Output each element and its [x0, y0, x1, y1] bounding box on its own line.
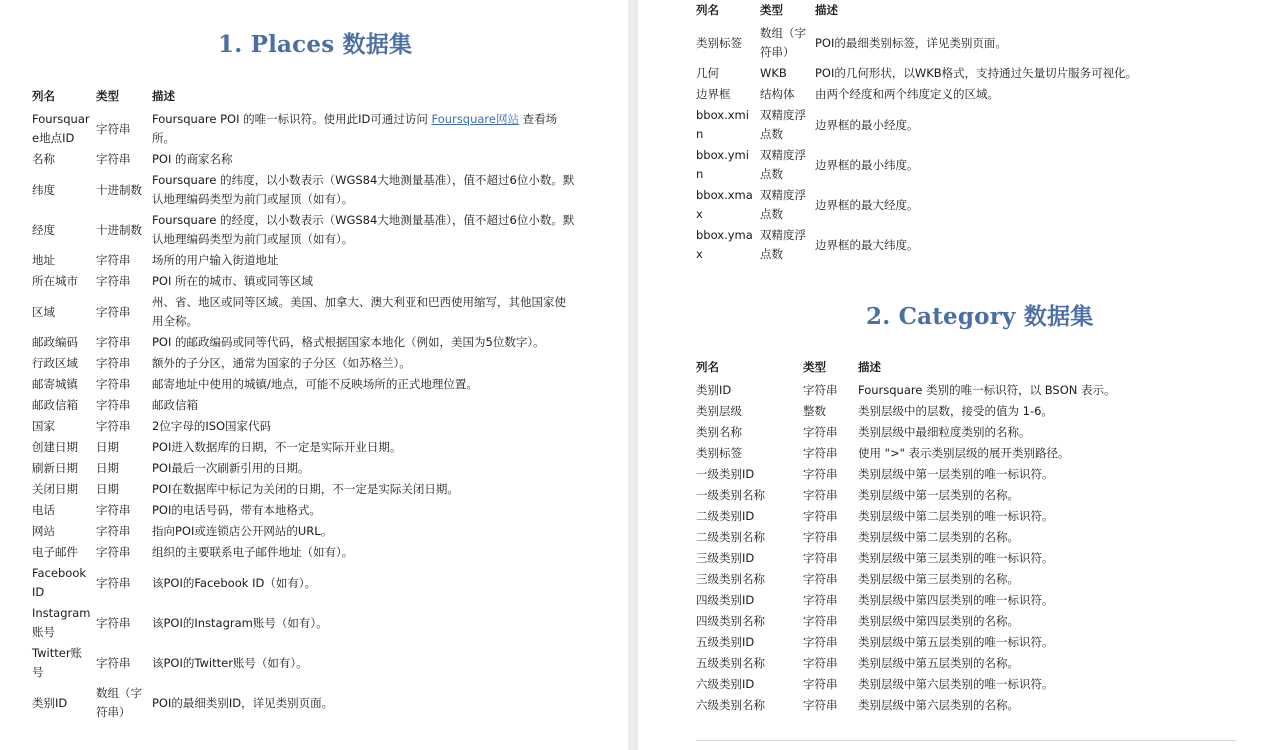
table-row	[696, 464, 1156, 485]
type-cell: 字符串	[96, 356, 131, 370]
column-name-cell: 类别ID	[696, 383, 732, 397]
category-section-title: 2. Category 数据集	[866, 303, 1094, 330]
column-name-cell: 邮寄城镇	[32, 377, 78, 391]
type-cell: 字符串	[96, 419, 131, 433]
description-cell: 类别层级中第二层类别的名称。	[858, 530, 1019, 544]
table-row	[32, 416, 577, 437]
table-row	[32, 210, 577, 250]
description-cell: POI的几何形状，以WKB格式，支持通过矢量切片服务可视化。	[815, 66, 1138, 80]
type-cell: 字符串	[803, 677, 838, 691]
column-name-cell: Instagram账号	[32, 606, 91, 639]
category-table	[696, 357, 1156, 716]
description-cell: 邮政信箱	[152, 398, 198, 412]
column-header: 类型	[96, 89, 119, 103]
type-cell: 字符串	[96, 615, 131, 630]
description-cell: POI的最细类别标签，详见类别页面。	[815, 35, 1007, 50]
description-cell: 使用 ">" 表示类别层级的展开类别路径。	[858, 446, 1070, 460]
table-row	[696, 401, 1156, 422]
column-name-cell: 类别层级	[696, 404, 742, 418]
description-cell: 类别层级中第四层类别的名称。	[858, 614, 1019, 628]
table-row	[696, 23, 1166, 63]
type-cell: WKB	[760, 66, 787, 80]
table-row	[32, 563, 577, 603]
type-cell: 字符串	[803, 614, 838, 628]
description-cell: POI在数据库中标记为关闭的日期，不一定是实际关闭日期。	[152, 482, 459, 496]
table-row	[32, 603, 577, 643]
type-cell: 数组（字符串）	[96, 686, 142, 719]
column-name-cell: 关闭日期	[32, 482, 78, 496]
table-row	[696, 63, 1166, 84]
column-name-cell: 地址	[32, 253, 55, 267]
table-row	[32, 109, 577, 149]
column-name-cell: 创建日期	[32, 440, 78, 454]
right-page	[638, 0, 1272, 750]
table-header-row	[32, 86, 577, 109]
description-cell: 类别层级中第三层类别的唯一标识符。	[858, 551, 1054, 565]
description-cell: 类别层级中第一层类别的唯一标识符。	[858, 467, 1054, 481]
type-cell: 字符串	[96, 398, 131, 412]
column-name-cell: 电子邮件	[32, 545, 78, 559]
type-cell: 字符串	[803, 425, 838, 439]
column-name-cell: 所在城市	[32, 274, 78, 288]
column-name-cell: 四级类别名称	[696, 614, 765, 628]
description-cell: POI 的邮政编码或同等代码，格式根据国家本地化（例如，美国为5位数字）。	[152, 335, 545, 349]
column-header: 列名	[696, 360, 719, 374]
type-cell: 字符串	[96, 274, 131, 288]
column-name-cell: 二级类别ID	[696, 509, 755, 523]
description-cell: POI进入数据库的日期，不一定是实际开业日期。	[152, 440, 402, 454]
column-name-cell: 一级类别名称	[696, 488, 765, 502]
type-cell: 数组（字符串）	[760, 26, 806, 59]
description-cell: 州、省、地区或同等区域。美国、加拿大、澳大利亚和巴西使用缩写，其他国家使用全称。	[152, 295, 566, 328]
column-name-cell: Facebook ID	[32, 566, 87, 599]
table-row	[32, 332, 577, 353]
description-cell: 类别层级中第六层类别的唯一标识符。	[858, 677, 1054, 691]
description-cell: POI的最细类别ID，详见类别页面。	[152, 695, 334, 710]
table-row	[32, 542, 577, 563]
description-cell: 该POI的Twitter账号（如有）。	[152, 655, 308, 670]
type-cell: 字符串	[803, 593, 838, 607]
description-cell: 类别层级中第五层类别的名称。	[858, 656, 1019, 670]
table-row	[32, 479, 577, 500]
type-cell: 字符串	[803, 383, 838, 397]
description-cell: POI 所在的城市、镇或同等区域	[152, 274, 314, 288]
type-cell: 整数	[803, 404, 826, 418]
column-name-cell: 三级类别名称	[696, 572, 765, 586]
description-cell: 类别层级中第三层类别的名称。	[858, 572, 1019, 586]
type-cell: 双精度浮点数	[760, 108, 806, 141]
left-page	[0, 0, 628, 750]
type-cell: 字符串	[803, 446, 838, 460]
column-name-cell: 二级类别名称	[696, 530, 765, 544]
column-name-cell: 经度	[32, 222, 55, 237]
table-row	[696, 485, 1156, 506]
column-name-cell: 国家	[32, 419, 55, 433]
description-cell: POI的电话号码，带有本地格式。	[152, 503, 321, 517]
type-cell: 日期	[96, 461, 119, 475]
places-section-title: 1. Places 数据集	[218, 31, 413, 58]
type-cell: 字符串	[803, 488, 838, 502]
description-cell: 类别层级中第五层类别的唯一标识符。	[858, 635, 1054, 649]
table-row	[696, 443, 1156, 464]
type-cell: 字符串	[96, 524, 131, 538]
column-name-cell: bbox.ymin	[696, 148, 749, 181]
foursquare-website-link[interactable]: Foursquare网站	[431, 112, 519, 126]
table-header-row	[696, 0, 1166, 23]
description-text: Foursquare POI 的唯一标识符。使用此ID可通过访问	[152, 112, 432, 126]
places-table-continued	[696, 0, 1166, 265]
column-header: 描述	[815, 3, 838, 17]
column-name-cell: 几何	[696, 66, 719, 80]
table-row	[696, 506, 1156, 527]
description-cell: 边界框的最大经度。	[815, 197, 919, 212]
table-row	[32, 643, 577, 683]
type-cell: 十进制数	[96, 222, 142, 237]
table-row	[32, 458, 577, 479]
table-row	[696, 548, 1156, 569]
table-row	[32, 395, 577, 416]
column-name-cell: 六级类别名称	[696, 698, 765, 712]
description-cell: 类别层级中第一层类别的名称。	[858, 488, 1019, 502]
column-name-cell: 邮政信箱	[32, 398, 78, 412]
type-cell: 双精度浮点数	[760, 188, 806, 221]
description-cell: 2位字母的ISO国家代码	[152, 419, 272, 433]
type-cell: 字符串	[803, 572, 838, 586]
column-name-cell: 类别名称	[696, 425, 742, 439]
column-name-cell: 区域	[32, 304, 55, 319]
column-name-cell: 五级类别名称	[696, 656, 765, 670]
type-cell: 字符串	[96, 655, 131, 670]
column-name-cell: 类别ID	[32, 695, 68, 710]
description-cell: 类别层级中第四层类别的唯一标识符。	[858, 593, 1054, 607]
description-cell: Foursquare 的经度，以小数表示（WGS84大地测量基准），值不超过6位小数。默认地理编码类型为前门或屋顶（如有）。	[152, 213, 575, 246]
table-row	[696, 84, 1166, 105]
places-table	[32, 86, 577, 723]
description-cell: 类别层级中最细粒度类别的名称。	[858, 425, 1031, 439]
description-cell: Foursquare 类别的唯一标识符，以 BSON 表示。	[858, 383, 1116, 397]
type-cell: 双精度浮点数	[760, 228, 806, 261]
table-row	[32, 437, 577, 458]
column-name-cell: 邮政编码	[32, 335, 78, 349]
description-cell: 类别层级中第二层类别的唯一标识符。	[858, 509, 1054, 523]
description-cell: Foursquare 的纬度，以小数表示（WGS84大地测量基准），值不超过6位小数。默认地理编码类型为前门或屋顶（如有）。	[152, 173, 575, 206]
table-row	[32, 292, 577, 332]
column-name-cell: Foursquare地点ID	[32, 112, 90, 145]
description-cell: 额外的子分区，通常为国家的子分区（如苏格兰）。	[152, 356, 411, 370]
table-row	[696, 653, 1156, 674]
table-row	[32, 374, 577, 395]
column-header: 类型	[760, 3, 783, 17]
type-cell: 日期	[96, 440, 119, 454]
column-name-cell: bbox.xmin	[696, 108, 749, 141]
type-cell: 字符串	[803, 467, 838, 481]
description-cell: 类别层级中第六层类别的名称。	[858, 698, 1019, 712]
description-cell: 该POI的Instagram账号（如有）。	[152, 615, 328, 630]
column-name-cell: 类别标签	[696, 446, 742, 460]
description-cell: 类别层级中的层数，接受的值为 1-6。	[858, 404, 1053, 418]
column-name-cell: Twitter账号	[32, 646, 83, 679]
table-row	[696, 422, 1156, 443]
table-header-row	[696, 357, 1156, 380]
column-name-cell: 一级类别ID	[696, 467, 755, 481]
table-row	[696, 225, 1166, 265]
page-divider	[696, 740, 1236, 741]
column-name-cell: 类别标签	[696, 35, 742, 50]
description-cell: 该POI的Facebook ID（如有）。	[152, 575, 317, 590]
column-header: 描述	[858, 360, 881, 374]
column-name-cell: 四级类别ID	[696, 593, 755, 607]
table-row	[32, 353, 577, 374]
table-row	[696, 569, 1156, 590]
table-row	[696, 145, 1166, 185]
column-header: 描述	[152, 89, 175, 103]
column-name-cell: bbox.ymax	[696, 228, 753, 261]
column-name-cell: 行政区域	[32, 356, 78, 370]
table-row	[32, 521, 577, 542]
column-name-cell: 刷新日期	[32, 461, 78, 475]
column-header: 列名	[696, 3, 719, 17]
description-cell: 边界框的最大纬度。	[815, 237, 919, 252]
description-cell: POI 的商家名称	[152, 152, 233, 166]
type-cell: 字符串	[96, 121, 131, 136]
column-name-cell: 名称	[32, 152, 55, 166]
type-cell: 字符串	[96, 377, 131, 391]
column-name-cell: 电话	[32, 503, 55, 517]
type-cell: 结构体	[760, 87, 795, 101]
type-cell: 十进制数	[96, 182, 142, 197]
description-cell: 由两个经度和两个纬度定义的区域。	[815, 87, 999, 101]
type-cell: 字符串	[803, 551, 838, 565]
table-row	[32, 500, 577, 521]
type-cell: 字符串	[803, 635, 838, 649]
table-row	[696, 632, 1156, 653]
column-name-cell: 网站	[32, 524, 55, 538]
type-cell: 字符串	[803, 698, 838, 712]
column-header: 类型	[803, 360, 826, 374]
type-cell: 字符串	[96, 575, 131, 590]
table-row	[32, 170, 577, 210]
description-cell: 边界框的最小纬度。	[815, 157, 919, 172]
type-cell: 双精度浮点数	[760, 148, 806, 181]
table-row	[32, 250, 577, 271]
table-row	[696, 674, 1156, 695]
table-row	[696, 590, 1156, 611]
type-cell: 字符串	[96, 304, 131, 319]
table-row	[32, 683, 577, 723]
column-name-cell: 边界框	[696, 87, 731, 101]
table-row	[32, 271, 577, 292]
description-cell: POI最后一次刷新引用的日期。	[152, 461, 310, 475]
description-cell: 邮寄地址中使用的城镇/地点，可能不反映场所的正式地理位置。	[152, 377, 478, 391]
column-name-cell: bbox.xmax	[696, 188, 753, 221]
description-cell	[152, 109, 577, 149]
column-name-cell: 纬度	[32, 182, 55, 197]
table-row	[696, 185, 1166, 225]
type-cell: 字符串	[803, 530, 838, 544]
type-cell: 字符串	[803, 509, 838, 523]
type-cell: 字符串	[96, 152, 131, 166]
type-cell: 字符串	[96, 503, 131, 517]
type-cell: 字符串	[96, 335, 131, 349]
column-name-cell: 五级类别ID	[696, 635, 755, 649]
table-row	[696, 527, 1156, 548]
description-cell: 组织的主要联系电子邮件地址（如有）。	[152, 545, 354, 559]
description-text: 查看场所。	[152, 112, 558, 145]
table-row	[32, 149, 577, 170]
description-cell: 边界框的最小经度。	[815, 117, 919, 132]
column-header: 列名	[32, 89, 55, 103]
column-name-cell: 三级类别ID	[696, 551, 755, 565]
description-cell: 场所的用户输入街道地址	[152, 253, 279, 267]
table-row	[696, 695, 1156, 716]
type-cell: 字符串	[803, 656, 838, 670]
column-name-cell: 六级类别ID	[696, 677, 755, 691]
description-cell: 指向POI或连锁店公开网站的URL。	[152, 524, 333, 538]
type-cell: 字符串	[96, 545, 131, 559]
table-row	[696, 105, 1166, 145]
type-cell: 日期	[96, 482, 119, 496]
table-row	[696, 380, 1156, 401]
type-cell: 字符串	[96, 253, 131, 267]
table-row	[696, 611, 1156, 632]
